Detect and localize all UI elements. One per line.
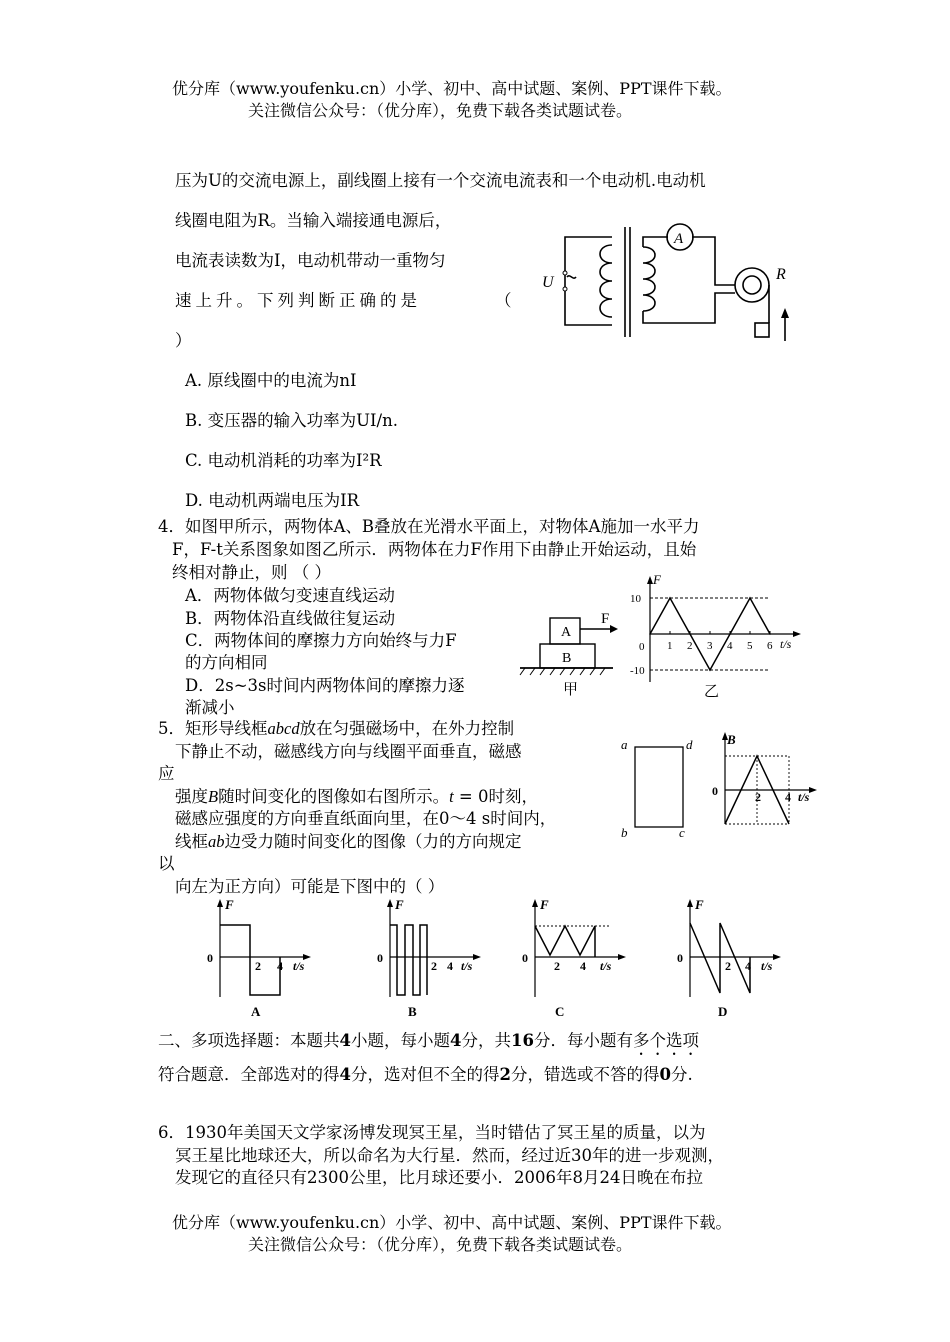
transformer-circuit-figure	[530, 215, 800, 350]
frame-label-c: c	[679, 825, 685, 840]
motor-label: R	[776, 266, 786, 283]
q4-option-c-cont: 的方向相同	[185, 653, 268, 672]
q3-option-a: A. 原线圈中的电流为nI	[185, 371, 357, 390]
q5-line1: 5．矩形导线框abcd放在匀强磁场中，在外力控制	[158, 719, 515, 738]
answer-c-xlabel: t/s	[600, 959, 612, 973]
block-a-label: A	[561, 625, 572, 640]
q4-line3: 终相对静止，则 （ ）	[172, 563, 331, 582]
b-t-tick-2: 2	[755, 790, 761, 804]
fig-yi-point	[689, 633, 691, 635]
q6-line3: 发现它的直径只有2300公里，比月球还要小．2006年8月24日晚在布拉	[175, 1168, 703, 1187]
fig-jia-blocks	[515, 605, 625, 700]
frame-label-b: b	[621, 825, 628, 840]
source-label: U	[542, 274, 554, 291]
b-t-tick-4: 4	[785, 790, 791, 804]
answer-d-tick-2: 2	[725, 959, 731, 973]
answer-c-origin: 0	[522, 951, 528, 965]
answer-b-ylabel: F	[395, 897, 404, 912]
page-footer-line2: 关注微信公众号：（优分库），免费下载各类试题试卷。	[248, 1235, 633, 1254]
q3-line1: 压为U的交流电源上，副线圈上接有一个交流电流表和一个电动机.电动机	[175, 171, 706, 190]
q4-option-d-cont: 渐减小	[185, 698, 235, 717]
answer-c-ylabel: F	[540, 897, 549, 912]
b-t-graph	[705, 728, 820, 833]
answer-a-label: A	[251, 1004, 261, 1019]
frame-abcd-figure	[618, 735, 698, 845]
q3-option-c: C. 电动机消耗的功率为I²R	[185, 451, 382, 470]
answer-b-label: B	[408, 1004, 417, 1019]
answer-d-ylabel: F	[695, 897, 704, 912]
fig-yi-xtick: 2	[687, 640, 693, 652]
fig-yi-xtick: 1	[667, 640, 673, 652]
answer-a-curve	[220, 925, 280, 995]
b-t-ylabel: B	[727, 732, 736, 747]
q4-option-c: C．两物体间的摩擦力方向始终与力F	[185, 631, 457, 650]
answer-graph-a[interactable]	[195, 895, 315, 1023]
q3-paren-close: ）	[175, 331, 192, 350]
q6-line2: 冥王星比地球还大，所以命名为大行星．然而，经过近30年的进一步观测，	[175, 1146, 724, 1165]
force-label: F	[601, 611, 610, 627]
q3-option-d: D. 电动机两端电压为IR	[185, 491, 360, 510]
fig-yi-xtick: 6	[767, 640, 773, 652]
frame-label-a: a	[621, 737, 628, 752]
answer-c-tick-4: 4	[580, 959, 586, 973]
q5-line7: 以	[158, 854, 175, 873]
answer-c-tick-2: 2	[554, 959, 560, 973]
fig-yi-point	[749, 597, 751, 599]
section2-line2: 符合题意．全部选对的得4分，选对但不全的得2分，错选或不答的得0分.	[158, 1065, 693, 1084]
q4-line1: 4．如图甲所示，两物体A、B叠放在光滑水平面上，对物体A施加一水平力	[158, 517, 700, 536]
answer-d-origin: 0	[677, 951, 683, 965]
answer-d-xlabel: t/s	[761, 959, 773, 973]
answer-c-label: C	[555, 1004, 565, 1019]
q4-option-d: D．2s~3s时间内两物体间的摩擦力逐	[185, 676, 465, 695]
page-header-line2: 关注微信公众号：（优分库），免费下载各类试题试卷。	[248, 101, 633, 120]
fig-yi-caption: 乙	[704, 684, 720, 700]
q3-line2: 线圈电阻为R。当输入端接通电源后，	[175, 211, 452, 230]
answer-a-tick-4: 4	[277, 959, 283, 973]
answer-d-curve	[690, 923, 750, 993]
fig-yi-origin: 0	[639, 641, 645, 653]
fig-jia-caption: 甲	[563, 682, 579, 698]
fig-yi-ytick: 10	[630, 593, 641, 605]
q5-line5: 磁感应强度的方向垂直纸面向里，在0～4 s时间内，	[175, 809, 557, 828]
fig-yi-ytick: -10	[630, 665, 645, 677]
q6-line1: 6．1930年美国天文学家汤博发现冥王星，当时错估了冥王星的质量，以为	[158, 1123, 706, 1142]
fig-yi-xtick: 5	[747, 640, 753, 652]
fig-yi-ft-graph	[625, 572, 805, 700]
answer-a-xlabel: t/s	[293, 959, 305, 973]
page-header-line1: 优分库（www.youfenku.cn）小学、初中、高中试题、案例、PPT课件下载。	[172, 79, 732, 98]
q4-line2: F，F-t关系图象如图乙所示．两物体在力F作用下由静止开始运动，且始	[172, 540, 697, 559]
q5-line2: 下静止不动，磁感线方向与线圈平面垂直，磁感	[175, 742, 522, 761]
fig-yi-point	[669, 597, 671, 599]
fig-yi-xtick: 4	[727, 640, 733, 652]
answer-graph-c[interactable]	[510, 895, 630, 1023]
answer-d-tick-4: 4	[745, 959, 751, 973]
fig-yi-point	[729, 633, 731, 635]
q3-line4: 速上升。下列判断正确的是	[175, 291, 421, 310]
fig-yi-point	[649, 633, 651, 635]
answer-a-tick-2: 2	[255, 959, 261, 973]
answer-graph-d[interactable]	[665, 895, 785, 1023]
answer-b-tick-4: 4	[447, 959, 453, 973]
answer-b-tick-2: 2	[431, 959, 437, 973]
block-b-label: B	[562, 651, 572, 666]
b-t-origin: 0	[712, 784, 718, 798]
answer-b-xlabel: t/s	[461, 959, 473, 973]
answer-a-origin: 0	[207, 951, 213, 965]
q5-line3: 应	[158, 764, 175, 783]
answer-b-origin: 0	[377, 951, 383, 965]
q4-option-a: A．两物体做匀变速直线运动	[185, 586, 395, 605]
emphasis-multiple-options: 多个选项	[632, 1031, 699, 1050]
q3-paren-open: （	[495, 291, 512, 310]
frame-label-d: d	[686, 737, 693, 752]
page-footer-line1: 优分库（www.youfenku.cn）小学、初中、高中试题、案例、PPT课件下载。	[172, 1213, 732, 1232]
fig-yi-point	[709, 669, 711, 671]
q3-line3: 电流表读数为I，电动机带动一重物匀	[175, 251, 446, 270]
fig-yi-ylabel: F	[653, 572, 661, 587]
fig-yi-xlabel: t/s	[780, 637, 792, 651]
b-t-xlabel: t/s	[798, 790, 810, 804]
answer-d-label: D	[718, 1004, 728, 1019]
q3-option-b: B. 变压器的输入功率为UI/n.	[185, 411, 398, 430]
answer-c-curve	[535, 926, 595, 957]
fig-yi-xtick: 3	[707, 640, 713, 652]
section2-line1: 二、多项选择题：本题共4小题，每小题4分，共16分．每小题有多个选项	[158, 1031, 699, 1050]
answer-b-curve	[390, 925, 427, 995]
q4-option-b: B．两物体沿直线做往复运动	[185, 609, 396, 628]
q5-line6: 线框ab边受力随时间变化的图像（力的方向规定	[175, 832, 522, 851]
fig-yi-point	[769, 633, 771, 635]
answer-graph-b[interactable]	[365, 895, 485, 1023]
ammeter-label: A	[674, 231, 684, 247]
frame-rect	[635, 747, 683, 827]
q5-line4: 强度B随时间变化的图像如右图所示。t = 0时刻，	[175, 787, 539, 806]
q5-line8: 向左为正方向）可能是下图中的（ ）	[175, 877, 445, 896]
answer-a-ylabel: F	[225, 897, 234, 912]
